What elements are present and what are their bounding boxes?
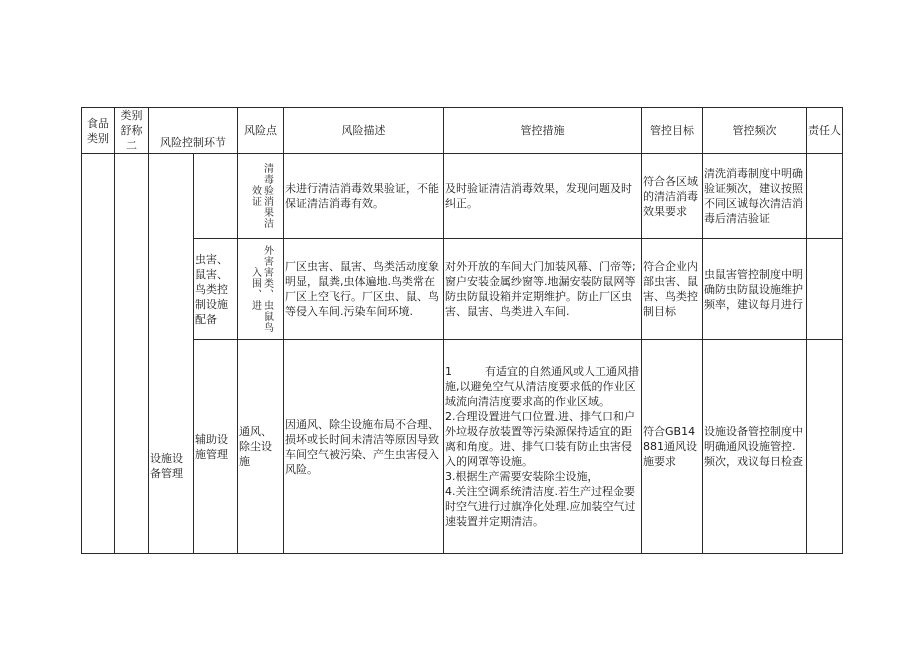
header-category-name-d: 二: [126, 139, 137, 152]
cell-clean-risk-desc: 未进行清洁消毒效果验证，不能保证清洁消毒有效。: [284, 154, 444, 239]
cell-clean-target: 符合各区域的清洁消毒效果要求: [642, 154, 703, 239]
header-control-target: 管控目标: [642, 108, 703, 154]
header-category-name: [115, 108, 149, 154]
cell-pest-responsible: [807, 239, 843, 340]
header-risk-desc: 风险描述: [284, 108, 444, 154]
cell-vent-risk-point: 通风、除尘设施: [238, 340, 284, 554]
row-pest-control: [82, 239, 843, 340]
header-control-frequency: 管控频次: [703, 108, 807, 154]
row-ventilation: [82, 340, 843, 554]
cell-pest-risk-desc: 厂区虫害、鼠害、鸟类活动度象明显，鼠粪,虫体遍地.鸟类常在厂区上空飞行。厂区虫、鼠、鸟等侵入车间.污染车间环境.: [284, 239, 444, 340]
cell-vent-risk-desc: 因通风、除尘设施布局不合理、损坏或长时间未清洁等原因导致车间空气被污染、产生虫害侵入风险。: [284, 340, 444, 554]
cell-pest-link: 虫害、鼠害、鸟类控制设施配备: [194, 239, 238, 340]
cell-clean-measures: 及时验证清洁消毒效果，发现问题及时纠正。: [444, 154, 642, 239]
cell-section-top: [149, 154, 194, 340]
header-row: [82, 108, 843, 154]
cell-section-label: 设施设备管理: [149, 340, 194, 554]
header-risk-point: 风险点: [238, 108, 284, 154]
cell-food-category: [82, 154, 115, 554]
vent-measure-item: 1 有适宜的自然通风或人工通风措施,以避免空气从清洁度要求低的作业区域流向清洁度要求高的作业区域。: [445, 365, 639, 408]
clean-risk-point-text: 清毒验消果洁效证: [249, 163, 273, 229]
row-cleaning-verification: [82, 154, 843, 239]
cell-pest-target: 符合企业内部虫害、鼠害、鸟类控制目标: [642, 239, 703, 340]
cell-clean-frequency: 清洗消毒制度中明确验证频次，建议按照不同区诚每次清洁消毒后清洁验证: [703, 154, 807, 239]
header-control-measures: 管控措施: [444, 108, 642, 154]
cell-clean-risk-point: [238, 154, 284, 239]
header-category-name-e: 舒: [120, 124, 132, 137]
cell-clean-responsible: [807, 154, 843, 239]
header-responsible: 责任人: [807, 108, 843, 154]
cell-category-name: [115, 154, 149, 554]
header-category-name-a: 类: [120, 109, 132, 122]
pest-risk-point-text: 外害害类、虫鼠鸟入围、进: [249, 245, 273, 333]
cell-clean-link: [194, 154, 238, 239]
vent-measure-item: 3.根据生产需要安装除尘设施，: [445, 470, 599, 483]
cell-vent-link: 辅助设施管理: [194, 340, 238, 554]
header-category-name-c: 称: [131, 124, 143, 137]
header-category-name-b: 别: [131, 109, 143, 122]
cell-pest-risk-point: [238, 239, 284, 340]
cell-vent-responsible: [807, 340, 843, 554]
vent-measure-item: 4.关注空调系统清洁度.若生产过程金要时空气进行过旗净化处理.应加装空气过速装置并定期清洁。: [445, 485, 636, 528]
risk-control-table: [81, 107, 843, 554]
cell-pest-frequency: 虫鼠害管控制度中明确防虫防鼠设施维护频率，建议每月进行: [703, 239, 807, 340]
vent-measure-item: 2.合理设置进气口位置.进、排气口和户外垃圾存放装置等污染源保持适宜的距离和角度。进、排气口装有防止虫害侵入的网罩等设施。: [445, 410, 635, 468]
header-food-category: 食品类别: [82, 108, 115, 154]
cell-pest-measures: 对外开放的车间大门加装风幕、门帝等;窗户安装金属纱窗等.地漏安装防鼠网等防虫防鼠设箱并定期维护。防止厂区虫害、鼠害、鸟类进入车间.: [444, 239, 642, 340]
header-risk-link: 风险控制环节: [149, 108, 238, 154]
cell-vent-frequency: 设施设备管控制度中明确通风设施管控.频次，戏议每日检查: [703, 340, 807, 554]
cell-vent-measures: [444, 340, 642, 554]
cell-vent-target: 符合GB14881通风设施要求: [642, 340, 703, 554]
